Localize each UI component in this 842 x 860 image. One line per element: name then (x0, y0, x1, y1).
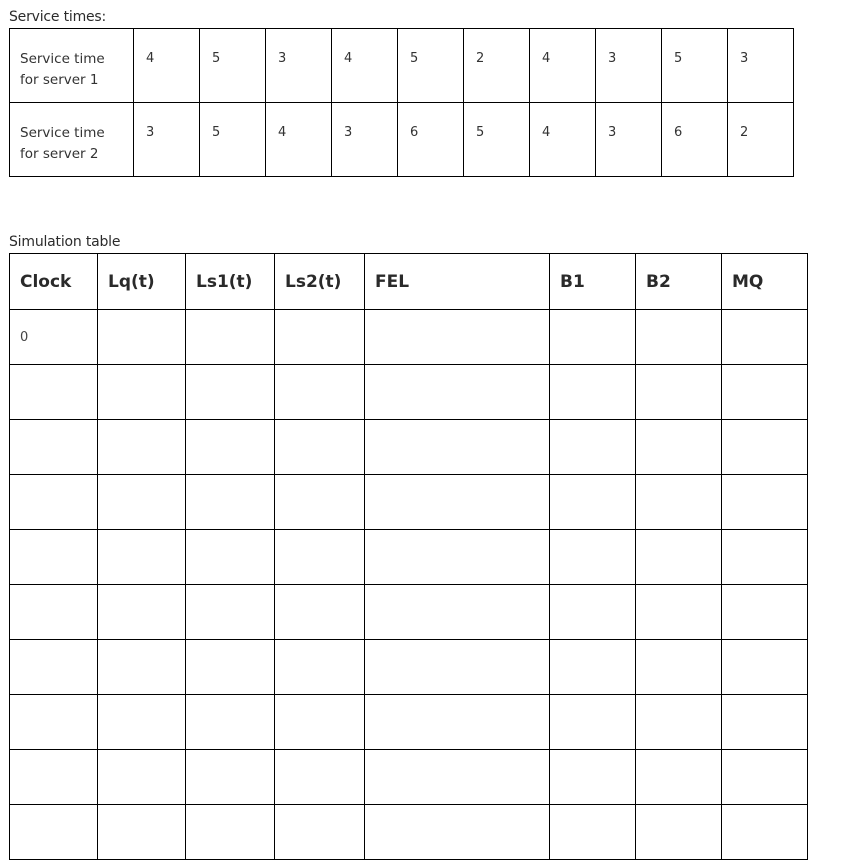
service-row-server-2 (10, 103, 794, 177)
column-header-mq: MQ (722, 254, 808, 310)
service-row-label (10, 29, 134, 103)
simulation-table (9, 253, 808, 860)
table-cell[interactable] (98, 475, 186, 530)
table-cell[interactable] (636, 805, 722, 860)
table-cell[interactable] (186, 365, 275, 420)
column-header-ls2-t: Ls2(t) (275, 254, 365, 310)
table-cell[interactable] (275, 310, 365, 365)
table-cell[interactable] (98, 640, 186, 695)
table-cell[interactable] (186, 310, 275, 365)
table-cell[interactable] (722, 310, 808, 365)
table-cell[interactable] (186, 695, 275, 750)
column-header-b1: B1 (550, 254, 636, 310)
table-row (10, 530, 808, 585)
table-row (10, 420, 808, 475)
column-header-lq-t: Lq(t) (98, 254, 186, 310)
table-cell[interactable] (98, 420, 186, 475)
table-cell[interactable] (98, 805, 186, 860)
table-cell[interactable] (722, 750, 808, 805)
table-row (10, 640, 808, 695)
table-cell[interactable] (365, 750, 550, 805)
table-cell[interactable] (98, 365, 186, 420)
table-cell[interactable] (365, 640, 550, 695)
service-time-cell: 2 (728, 103, 794, 177)
table-cell[interactable] (10, 805, 98, 860)
table-cell[interactable] (636, 750, 722, 805)
table-cell[interactable] (550, 310, 636, 365)
table-cell[interactable] (186, 530, 275, 585)
table-cell[interactable] (98, 310, 186, 365)
service-time-cell: 3 (134, 103, 200, 177)
column-header-ls1-t: Ls1(t) (186, 254, 275, 310)
table-cell[interactable] (636, 475, 722, 530)
column-header-b2: B2 (636, 254, 722, 310)
table-row (10, 475, 808, 530)
service-time-cell: 6 (662, 103, 728, 177)
table-cell[interactable] (550, 750, 636, 805)
table-cell[interactable] (10, 475, 98, 530)
simulation-header-row (10, 254, 808, 310)
service-time-cell: 5 (200, 29, 266, 103)
table-cell[interactable] (722, 365, 808, 420)
table-cell[interactable] (275, 695, 365, 750)
table-row (10, 310, 808, 365)
service-row-label-line1: Service time (20, 125, 105, 141)
table-cell[interactable] (10, 530, 98, 585)
table-cell[interactable] (550, 640, 636, 695)
table-cell[interactable] (186, 420, 275, 475)
table-cell[interactable] (98, 530, 186, 585)
table-cell[interactable] (275, 475, 365, 530)
table-cell[interactable] (275, 640, 365, 695)
simulation-table-caption: Simulation table (9, 234, 121, 250)
table-cell[interactable] (186, 585, 275, 640)
table-cell[interactable] (636, 420, 722, 475)
service-time-cell: 5 (464, 103, 530, 177)
table-cell[interactable] (722, 640, 808, 695)
table-cell[interactable] (550, 695, 636, 750)
table-cell[interactable] (186, 475, 275, 530)
service-time-cell: 3 (332, 103, 398, 177)
service-time-cell: 3 (596, 29, 662, 103)
table-cell[interactable] (275, 530, 365, 585)
service-times-caption: Service times: (9, 9, 107, 25)
service-time-cell: 3 (266, 29, 332, 103)
table-cell[interactable] (275, 365, 365, 420)
table-cell[interactable] (722, 530, 808, 585)
service-time-cell: 4 (530, 103, 596, 177)
service-time-cell: 3 (728, 29, 794, 103)
table-cell[interactable] (275, 585, 365, 640)
table-cell[interactable] (550, 530, 636, 585)
table-cell[interactable] (550, 475, 636, 530)
table-row (10, 365, 808, 420)
table-cell[interactable] (550, 805, 636, 860)
table-cell[interactable] (636, 530, 722, 585)
table-cell[interactable] (275, 750, 365, 805)
service-time-cell: 4 (266, 103, 332, 177)
service-row-label-line2: for server 2 (20, 146, 99, 162)
table-cell[interactable] (365, 365, 550, 420)
table-cell[interactable] (550, 365, 636, 420)
table-cell[interactable] (10, 585, 98, 640)
table-row (10, 585, 808, 640)
table-cell[interactable] (98, 750, 186, 805)
service-row-label-line2: for server 1 (20, 72, 99, 88)
table-cell[interactable] (550, 585, 636, 640)
service-time-cell: 3 (596, 103, 662, 177)
table-cell[interactable]: 0 (10, 310, 98, 365)
table-cell[interactable] (275, 420, 365, 475)
table-cell[interactable] (722, 585, 808, 640)
table-cell[interactable] (10, 750, 98, 805)
table-cell[interactable] (10, 695, 98, 750)
table-cell[interactable] (636, 695, 722, 750)
service-row-server-1 (10, 29, 794, 103)
table-cell[interactable] (10, 640, 98, 695)
table-cell[interactable] (186, 805, 275, 860)
table-cell[interactable] (365, 475, 550, 530)
service-row-label (10, 103, 134, 177)
table-row (10, 695, 808, 750)
table-cell[interactable] (98, 585, 186, 640)
service-time-cell: 4 (332, 29, 398, 103)
column-header-clock: Clock (10, 254, 98, 310)
table-cell[interactable] (10, 365, 98, 420)
table-cell[interactable] (365, 695, 550, 750)
service-time-cell: 4 (134, 29, 200, 103)
table-cell[interactable] (365, 585, 550, 640)
table-cell[interactable] (275, 805, 365, 860)
column-header-fel: FEL (365, 254, 550, 310)
service-times-table (9, 28, 794, 177)
table-cell[interactable] (636, 585, 722, 640)
table-cell[interactable] (636, 640, 722, 695)
service-time-cell: 5 (200, 103, 266, 177)
service-time-cell: 5 (398, 29, 464, 103)
table-cell[interactable] (722, 475, 808, 530)
table-cell[interactable] (98, 695, 186, 750)
table-cell[interactable] (186, 640, 275, 695)
service-time-cell: 2 (464, 29, 530, 103)
table-cell[interactable] (10, 420, 98, 475)
service-time-cell: 6 (398, 103, 464, 177)
service-time-cell: 4 (530, 29, 596, 103)
table-cell[interactable] (365, 420, 550, 475)
table-cell[interactable] (186, 750, 275, 805)
table-cell[interactable] (365, 310, 550, 365)
table-cell[interactable] (365, 530, 550, 585)
table-cell[interactable] (636, 365, 722, 420)
table-cell[interactable] (722, 420, 808, 475)
service-row-label-line1: Service time (20, 51, 105, 67)
table-cell[interactable] (550, 420, 636, 475)
service-time-cell: 5 (662, 29, 728, 103)
table-cell[interactable] (722, 695, 808, 750)
table-row (10, 805, 808, 860)
table-cell[interactable] (636, 310, 722, 365)
table-cell[interactable] (365, 805, 550, 860)
table-cell[interactable] (722, 805, 808, 860)
table-row (10, 750, 808, 805)
